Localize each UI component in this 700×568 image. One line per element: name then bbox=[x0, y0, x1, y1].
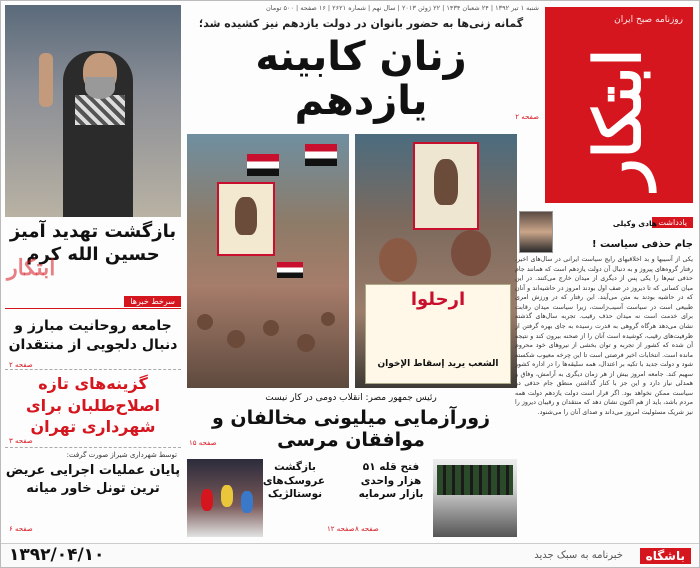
protester-face bbox=[451, 230, 491, 276]
story-stock-market-ref: صفحه ۸ bbox=[355, 525, 379, 533]
crowd bbox=[197, 314, 213, 330]
author-photo bbox=[519, 211, 553, 253]
section-divider bbox=[5, 308, 181, 309]
editorial-author: هادی وکیلی bbox=[612, 219, 657, 228]
egypt-flag bbox=[305, 144, 337, 166]
story-stock-market: فتح قله ۵۱ هزار واحدی بازار سرمایه bbox=[358, 461, 424, 501]
footer-brand-logo[interactable]: باشگاه bbox=[640, 548, 691, 564]
editorial-body: یکی از آسیبها و بد اخلاقیهای رایج سیاست ایرانی در سال‌های اخیر، رفتار گروه‌های پیروز و به دنبال آن دولت یازدهم است که همانند جام حذفی تیم‌ها را یکی پس از دیگری از میدان خارج می‌کنند. در این میان کسانی که تا دیروز در صف اول بودند امروز در حاشیه‌اند و آنان که در حاشیه بودند به متن می‌آیند. این رفتار که در ورزش امری طبیعی است در سیاست آسیب‌زاست، زیرا سیاست میدان رقابت برای خدمت است نه میدان حذف رقیب. تجربه سال‌های گذشته نشان می‌دهد هرگاه گروهی به قدرت رسیده به جای بهره گرفتن از ظرفیت‌های رقیب، کوشیده است آنان را از صحنه بیرون کند و نتیجه آن شده که کشور از تجربه و توان بخشی از نیروهای خود محروم مانده است. انتخابات اخیر فرصتی است تا این چرخه معیوب شکسته شود و دولت جدید با تکیه بر اعتدال، همه سلیقه‌ها را در اداره کشور سهیم کند. جامعه امروز بیش از هر زمان دیگری به آرامش، وفاق و همدلی نیاز دارد و این جز با کنار گذاشتن منطق جام حذفی در سیاست ممکن نخواهد بود. اگر قرار است دولت یازدهم دولت همه مردم باشد، باید از هم اکنون نشان دهد که منتقدان و رقیبان دیروز را نیز شریک مسئولیت امروز می‌داند و صدای آنان را می‌شنود. bbox=[515, 256, 693, 416]
story-clergy: جامعه روحانیت مبارز و دنبال دلجویی از منتقدان bbox=[8, 318, 178, 353]
protester-face bbox=[379, 238, 417, 282]
puppet-show-photo bbox=[187, 459, 263, 537]
story-reformists: گزینه‌های تازه اصلاح‌طلبان برای شهرداری تهران bbox=[25, 374, 161, 437]
banner-slogan-2: الشعب يريد إسقاط الإخوان bbox=[377, 359, 499, 369]
headline-kicker: گمانه زنی‌ها به حضور بانوان در دولت یازدهم نیز کشیده شد؛ bbox=[198, 17, 524, 30]
speaker-scarf bbox=[75, 95, 125, 125]
puppet bbox=[241, 491, 253, 513]
issue-date: ۱۳۹۲/۰۴/۱۰ bbox=[9, 545, 105, 565]
footer-bar bbox=[1, 543, 699, 567]
crowd bbox=[321, 312, 335, 326]
speaker-photo bbox=[5, 5, 181, 217]
crossed-portrait-sign bbox=[413, 142, 479, 230]
main-headline: زنان کابینه یازدهم bbox=[255, 34, 467, 124]
divider bbox=[5, 369, 181, 370]
banner-slogan: ارحلوا bbox=[410, 289, 466, 310]
footer-tagline: خبرنامه به سبک جدید bbox=[534, 550, 623, 561]
story-clergy-ref: صفحه ۲ bbox=[9, 361, 33, 369]
headline-page-ref: صفحه ۲ bbox=[515, 113, 539, 121]
photo-page-ref: صفحه ۱۵ bbox=[189, 439, 217, 447]
left-column bbox=[5, 5, 181, 540]
issue-info: شنبه ۱ تیر ۱۳۹۲ | ۲۴ شعبان ۱۴۳۴ | ۲۲ ژوئن ۲۰۱۳ | سال نهم | شماره ۲۶۲۱ | ۱۶ صفحه | ۵۰۰ تومان bbox=[266, 4, 539, 12]
protest-banner bbox=[365, 284, 511, 384]
speaker-beard bbox=[85, 77, 115, 99]
victory-hand bbox=[39, 53, 53, 107]
photo-story-headline: بازگشت تهدید آمیز حسین الله کرم bbox=[9, 221, 177, 265]
editorial-tag: یادداشت bbox=[652, 217, 693, 228]
crowd bbox=[263, 320, 279, 336]
story-tunnel-kicker: توسط شهرداری شیراز صورت گرفت: bbox=[66, 451, 177, 459]
story-reformists-ref: صفحه ۳ bbox=[9, 437, 33, 445]
watermark-logo: ابتکار bbox=[7, 255, 56, 281]
photo-headline: زورآزمایی میلیونی مخالفان و موافقان مرسی bbox=[211, 407, 491, 451]
photo-kicker: رئیس جمهور مصر: انقلاب دومی در کار نیست bbox=[265, 393, 437, 403]
divider bbox=[5, 447, 181, 448]
masthead-subtitle: روزنامه صبح ایران bbox=[614, 15, 683, 25]
morsi-portrait-sign bbox=[217, 182, 275, 256]
newspaper-logo: ابتکار bbox=[581, 48, 656, 190]
crowd bbox=[227, 330, 245, 348]
story-puppets: بازگشت عروسک‌های نوستالژیک bbox=[262, 461, 325, 501]
editorial-column bbox=[515, 209, 693, 539]
puppet bbox=[201, 489, 213, 511]
egypt-protest-photo-right bbox=[355, 134, 517, 388]
egypt-rally-photo-left bbox=[187, 134, 349, 388]
stock-board bbox=[437, 465, 513, 495]
masthead bbox=[545, 7, 693, 203]
headlines-section-label: سرخط خبرها bbox=[124, 296, 181, 307]
story-tunnel: پایان عملیات اجرایی عریض ترین تونل خاور میانه bbox=[5, 463, 181, 497]
crowd bbox=[297, 334, 315, 352]
egypt-flag bbox=[277, 262, 303, 278]
story-tunnel-ref: صفحه ۶ bbox=[9, 525, 33, 533]
editorial-title: جام حذفی سیاست ! bbox=[591, 239, 693, 250]
stock-exchange-photo bbox=[433, 459, 517, 537]
story-puppets-ref: صفحه ۱۲ bbox=[327, 525, 355, 533]
puppet bbox=[221, 485, 233, 507]
egypt-flag bbox=[247, 154, 279, 176]
